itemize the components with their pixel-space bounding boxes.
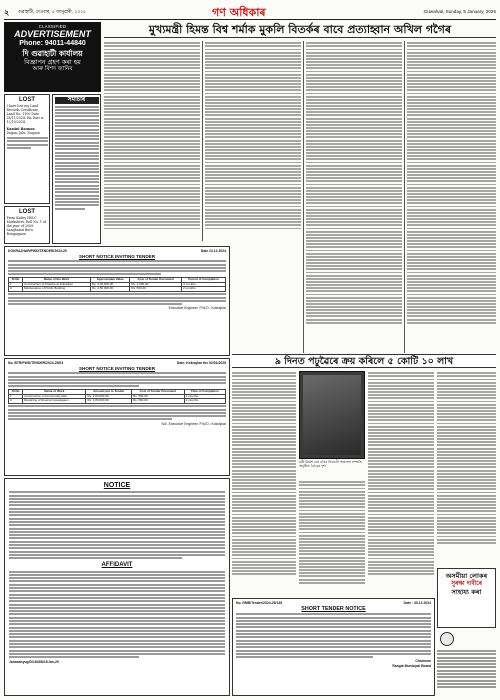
story-column-2 <box>205 41 301 241</box>
table-cell: 3 months <box>182 282 226 287</box>
story-column-3 <box>306 41 402 353</box>
short-tender-signatory: Chairman <box>415 659 431 664</box>
masthead-date-right: Guwahati, Sunday, 5 January, 2025 <box>423 9 496 14</box>
lost2-title: LOST <box>19 208 35 215</box>
masthead <box>4 4 496 20</box>
tender2-ref: No. BTR/PWD/TENDER/2024-25/03 <box>8 361 64 365</box>
table-cell: 1 <box>9 394 23 399</box>
table-cell: Rs. 4,00,000.00 <box>90 282 129 287</box>
table-row <box>9 287 226 292</box>
classified-line1: দি গুৱাহাটী কাৰ্যালয় <box>22 49 83 58</box>
notice-title: NOTICE <box>103 482 131 489</box>
right-ad-line1: অসমীয়া লোকৰ <box>445 572 488 580</box>
classified-line2: বিজ্ঞাপন গ্ৰহণ কৰা হয় <box>24 58 81 66</box>
table-cell: Rs. 2,00,000.00 <box>86 394 132 399</box>
tender1-title: SHORT NOTICE INVITING TENDER <box>78 254 156 259</box>
table-cell: 3 months <box>184 394 225 399</box>
lost-text: I have lost my Land Records Certificate, Land No. 1100 Date 28/11/2024. Ha Dutt is 12/10/2024. <box>6 103 44 125</box>
short-tender-date: Date : 30.12.2024 <box>403 601 431 605</box>
tender1-table <box>8 277 226 292</box>
tender2-col-header: Time of Completion <box>184 389 225 394</box>
table-row <box>9 399 226 404</box>
municipal-seal-icon <box>440 632 454 646</box>
main-headline: মুখ্যমন্ত্ৰী হিমন্ত বিশ্ব শৰ্মাক মুকলি বিতৰ্কৰ বাবে প্ৰত্যাহ্বান অখিল গগৈৰ <box>104 22 496 38</box>
short-tender-ref: No. RMB/Tender/2024-25/145 <box>236 601 283 605</box>
table-cell: Construction of Community Hall <box>23 394 86 399</box>
story-column-1 <box>104 41 200 241</box>
table-cell: Rs. 2,50,000.00 <box>90 287 129 292</box>
table-cell: Rs. 1,000.00 <box>130 282 182 287</box>
newspaper-logo: গণ অধিকাৰ <box>212 6 266 19</box>
table-cell: Repairing of Road at Gossaigaon <box>23 399 86 404</box>
classified-label: CLASSIFIED <box>38 24 67 29</box>
notice-box <box>4 478 230 696</box>
story2-column-3 <box>368 371 434 596</box>
classified-title: ADVERTISEMENT <box>14 29 91 39</box>
tender2-title: SHORT NOTICE INVITING TENDER <box>78 366 156 371</box>
tender2-col-header: Sl No <box>9 389 23 394</box>
story2-photo <box>299 371 365 459</box>
tender1-date: Date 13.12.2024 <box>200 249 226 253</box>
table-cell: 2 months <box>184 399 225 404</box>
short-tender-title: SHORT TENDER NOTICE <box>301 606 366 612</box>
tender1-footer: Executive Engineer, P.W.D., Kokrajhar <box>168 306 226 311</box>
table-cell: Maintenance of Public Building <box>23 287 91 292</box>
story2-column-2 <box>299 480 365 596</box>
samachar-title: সমাচাৰ <box>55 97 99 104</box>
notice-ref: Janasanyog/D/18435/24/Jan-25 <box>9 660 59 665</box>
second-headline: ৯ দিনত পঢ়ুৱৈৰে ক্ৰয় কৰিলে ৫ কোটি ১০ লাখ <box>232 354 496 368</box>
tender2-col-header: Cost of Tender Document <box>132 389 185 394</box>
short-tender-notice <box>232 598 435 696</box>
lost-notice-2 <box>4 206 50 244</box>
tender1-col-header: Cost of Tender Document <box>130 277 182 282</box>
masthead-date-left: গুৱাহাটী, দেওবাৰ, ৫ জানুৱাৰী, ২০২৫ <box>18 10 86 15</box>
story2-caption: মন্ত্ৰী উমেশ চন্দ্ৰ নাথৰ নিবাচনী অঞ্চলত সম্প্ৰতি অনুষ্ঠিত বৈঠকৰ দৃশ্য <box>299 460 362 469</box>
table-cell: 2 <box>9 287 23 292</box>
lost2-text: From Kailey HSLC Marksheet, Roll No. 1 of the year of 2009. Sanghamit Boro, Bongaigaon. <box>6 215 47 237</box>
lost-name: Kamini Barman <box>6 126 35 131</box>
tender2-col-header: Name of Work <box>23 389 86 394</box>
tender-notice-1 <box>4 246 230 356</box>
right-ad-box <box>437 568 496 628</box>
tender2-table <box>8 389 226 404</box>
lost-title: LOST <box>19 96 35 103</box>
page-number: ২ <box>4 8 10 17</box>
table-cell: 2 months <box>182 287 226 292</box>
short-tender-org: Rangia Municipal Board <box>392 663 431 668</box>
samachar-box <box>52 94 101 244</box>
tender1-col-header: Name of the Work <box>23 277 91 282</box>
tender-notice-2 <box>4 358 230 476</box>
story-column-4 <box>407 41 496 353</box>
table-cell: Rs. 500.00 <box>132 394 185 399</box>
tender1-col-header: Approximate Value <box>90 277 129 282</box>
story2-column-4 <box>437 371 496 566</box>
table-cell: Rs. 500.00 <box>132 399 185 404</box>
tender1-ref: KOKRAJHAR/PWD/TENDER/2024-25 <box>8 249 67 253</box>
classified-line3: আৰু বিশদ জানিব <box>32 66 73 72</box>
tender2-footer: Sd/- Executive Engineer, P.W.D., Kokrajhar <box>161 421 226 426</box>
classified-ad-box <box>4 22 101 92</box>
table-cell: Rs. 500.00 <box>130 287 182 292</box>
affidavit-title: AFFIDAVIT <box>101 562 133 569</box>
right-ad-line2: সুৰক্ষা দাবীৰে <box>451 580 482 587</box>
tender2-date: Date: Kokrajhar the 02/01/2025 <box>176 361 226 365</box>
tender2-col-header: Amount put to Tender <box>86 389 132 394</box>
tender1-col-header: Period of Completion <box>182 277 226 282</box>
classified-phone: Phone: 94011-44840 <box>19 40 86 47</box>
lost-address: Dagan, Jalu, Nagaon <box>6 130 40 135</box>
table-cell: 2 <box>9 399 23 404</box>
tender1-col-header: Sl No <box>9 277 23 282</box>
table-cell: Rs. 1,80,000.00 <box>86 399 132 404</box>
table-cell: Construction of Pipeline at Kokrajhar <box>23 282 91 287</box>
story2-column-1 <box>232 371 296 596</box>
table-cell: 1 <box>9 282 23 287</box>
lost-notice-1 <box>4 94 50 204</box>
right-ad-line3: সাহায্য কৰা <box>451 588 482 596</box>
